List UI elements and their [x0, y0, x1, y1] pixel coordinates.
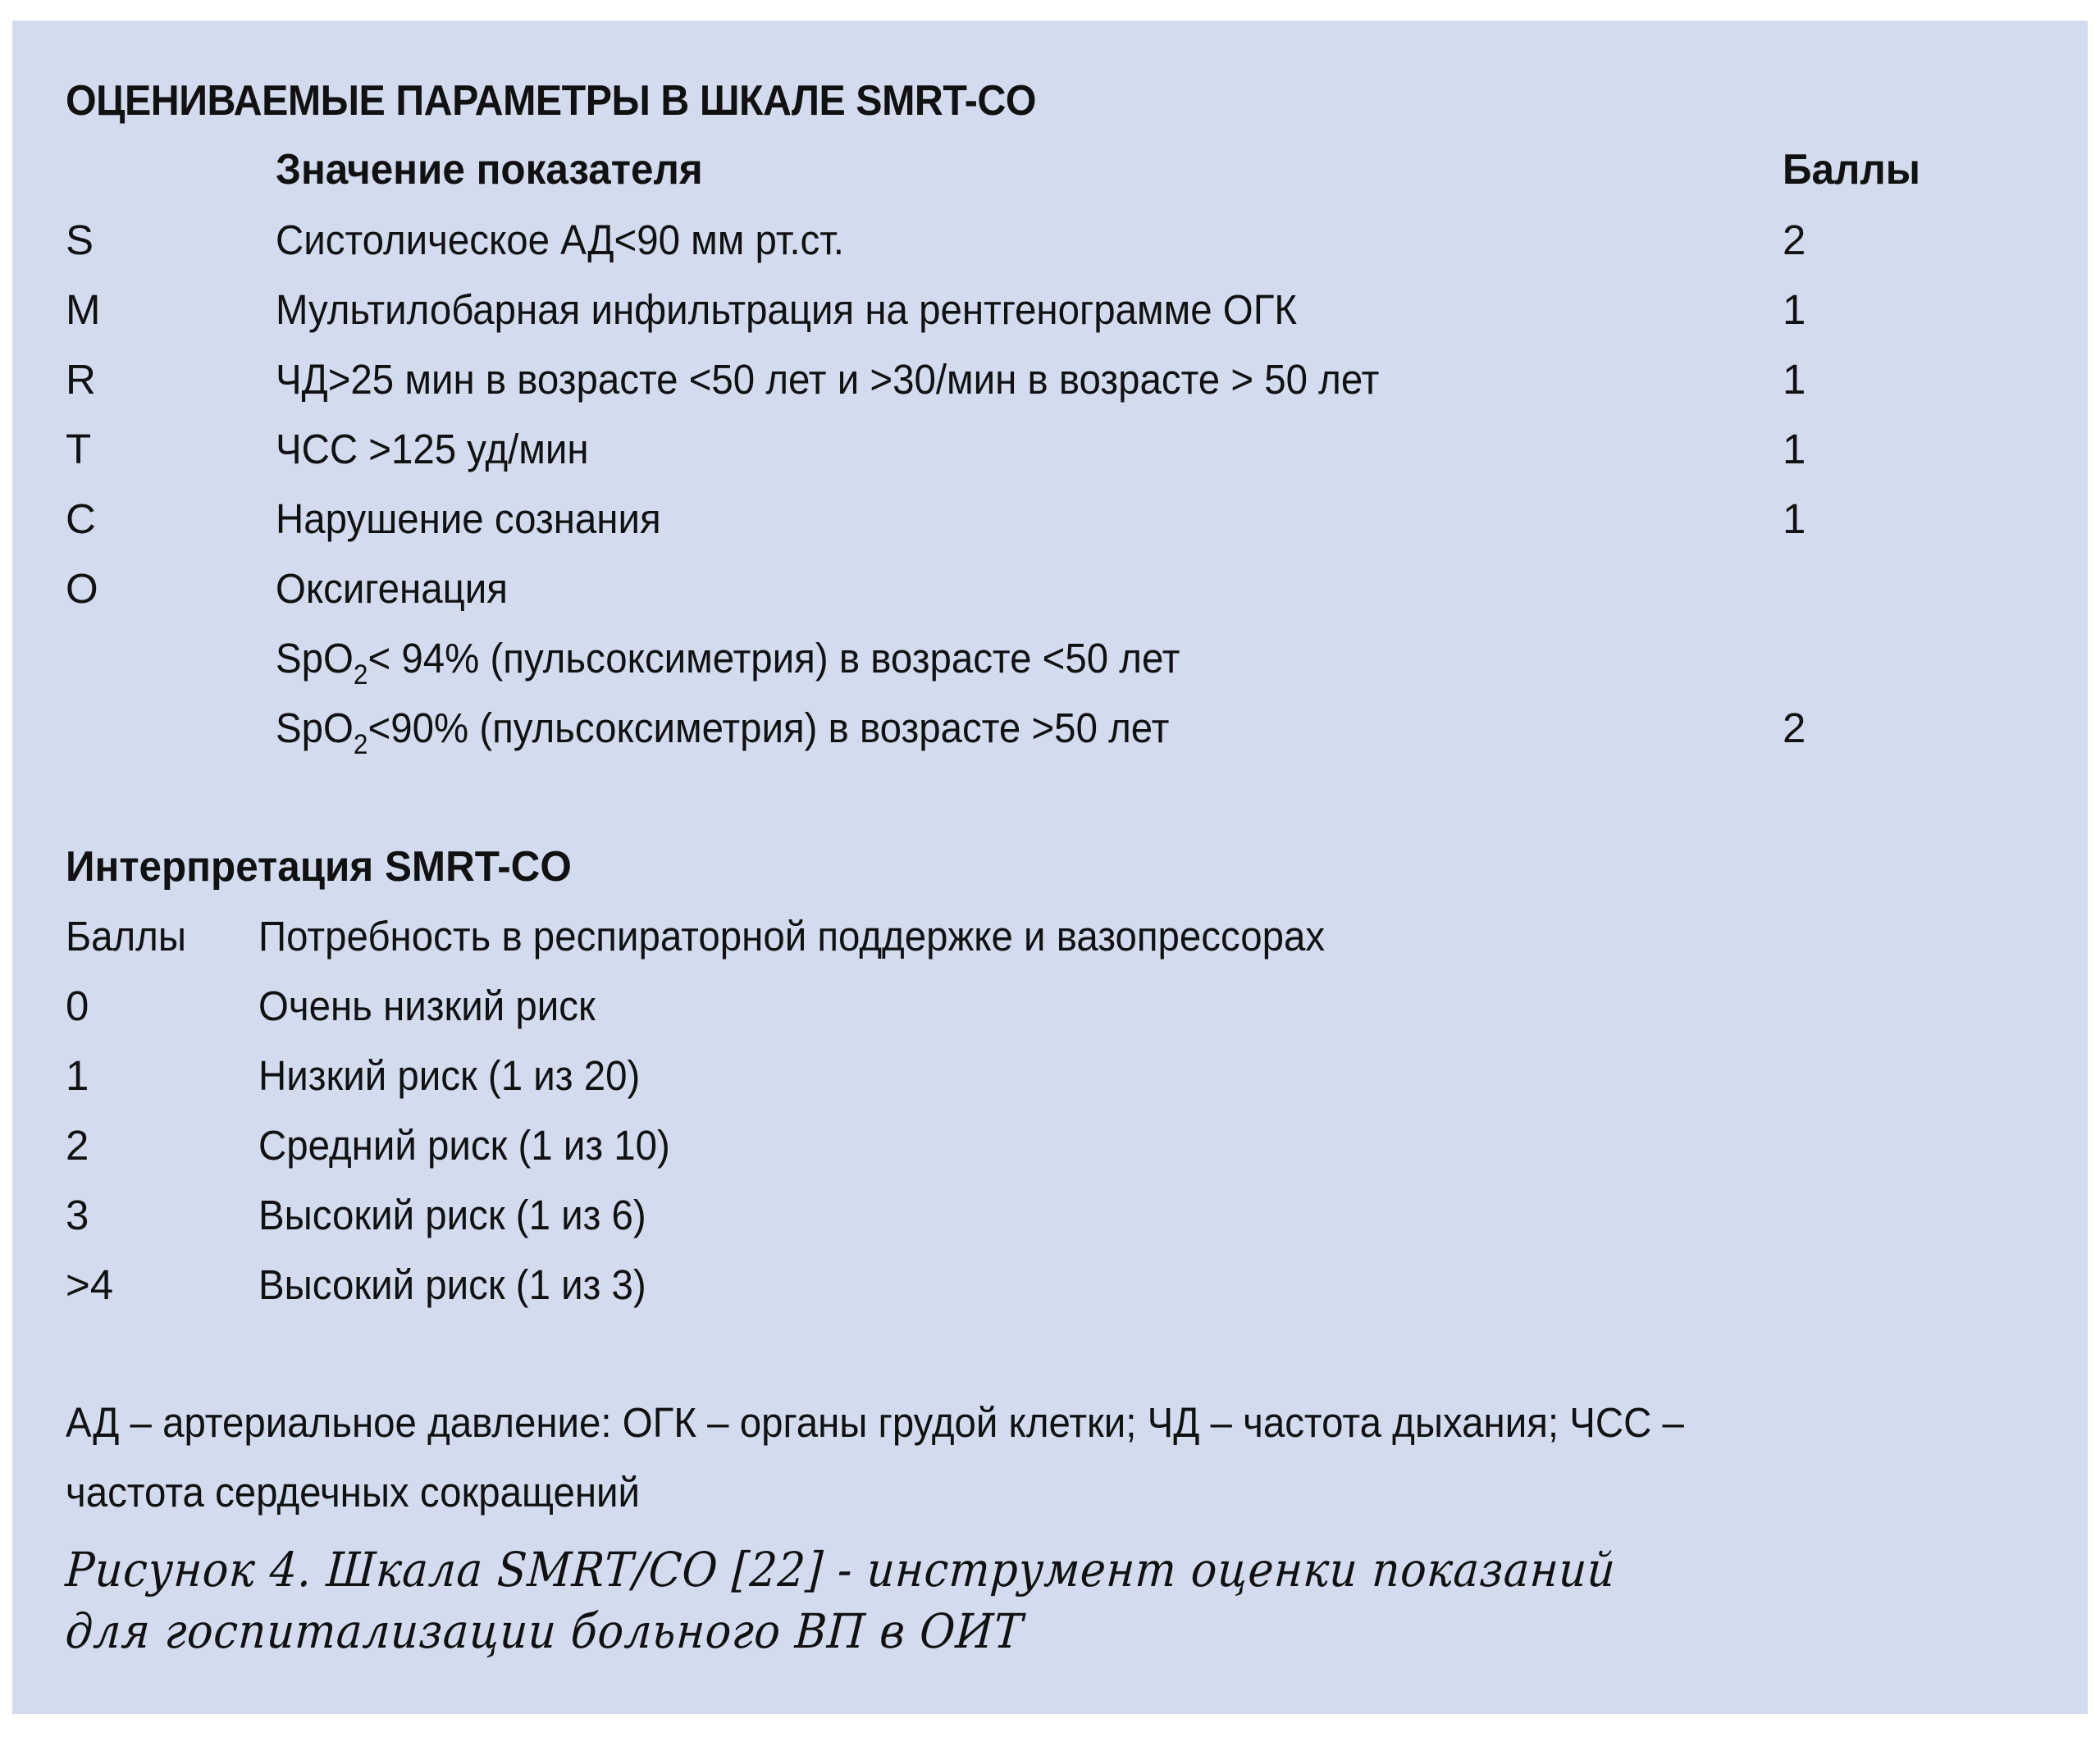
interpretation-points-3: 3	[66, 1192, 89, 1238]
interpretation-risk-2: Средний риск (1 из 10)	[258, 1122, 670, 1169]
param-points-o: 2	[1783, 704, 1806, 751]
param-points-r: 1	[1783, 356, 1806, 403]
param-letter-t: T	[66, 426, 92, 472]
oxygen-criterion-over-50: SpO$_2$<90% (пульсоксиметрия) в возрасте >50 лет	[276, 704, 1170, 760]
param-value-r: ЧД>25 мин в возрасте <50 лет и >30/мин в возрасте > 50 лет	[276, 356, 1380, 403]
interpretation-risk-3: Высокий риск (1 из 6)	[258, 1192, 646, 1238]
interpretation-risk-0: Очень низкий риск	[258, 982, 596, 1029]
param-letter-o: O	[66, 565, 98, 612]
points-column-header: Баллы	[1783, 146, 1920, 194]
interpretation-points-0: 0	[66, 982, 89, 1029]
params-section-title: ОЦЕНИВАЕМЫЕ ПАРАМЕТРЫ В ШКАЛЕ SMRT-CO	[66, 77, 1037, 125]
param-points-m: 1	[1783, 286, 1806, 333]
param-letter-s: S	[66, 217, 94, 263]
param-letter-r: R	[66, 356, 96, 403]
param-letter-c: C	[66, 495, 96, 542]
param-points-s: 2	[1783, 217, 1806, 263]
figure-caption-line-2: для госпитализации больного ВП в ОИТ	[63, 1603, 1025, 1659]
interpretation-points-1: 1	[66, 1052, 89, 1099]
interpretation-need-header: Потребность в респираторной поддержке и вазопрессорах	[258, 913, 1326, 960]
param-value-t: ЧСС >125 уд/мин	[276, 426, 589, 472]
interpretation-points-2: 2	[66, 1122, 89, 1169]
interpretation-title: Интерпретация SMRT-CO	[66, 843, 572, 891]
interpretation-points-4: >4	[66, 1261, 114, 1308]
param-value-c: Нарушение сознания	[276, 495, 661, 542]
abbreviations-line-2: частота сердечных сокращений	[66, 1469, 641, 1516]
interpretation-risk-1: Низкий риск (1 из 20)	[258, 1052, 641, 1099]
abbreviations-line-1: АД – артериальное давление: ОГК – органы грудой клетки; ЧД – частота дыхания; ЧСС –	[66, 1399, 1684, 1446]
param-letter-m: M	[66, 286, 101, 333]
param-value-o: Оксигенация	[276, 565, 508, 612]
oxygen-criterion-under-50: SpO$_2$< 94% (пульсоксиметрия) в возрасте <50 лет	[276, 635, 1180, 691]
interpretation-risk-4: Высокий риск (1 из 3)	[258, 1261, 646, 1308]
figure-caption-line-1: Рисунок 4. Шкала SMRT/CO [22] - инструмент оценки показаний	[63, 1542, 1618, 1598]
param-value-m: Мультилобарная инфильтрация на рентгенограмме ОГК	[276, 286, 1298, 333]
interpretation-points-header: Баллы	[66, 913, 186, 960]
param-points-t: 1	[1783, 426, 1806, 472]
param-value-s: Систолическое АД<90 мм рт.ст.	[276, 217, 844, 263]
param-points-c: 1	[1783, 495, 1806, 542]
value-column-header: Значение показателя	[276, 146, 703, 194]
